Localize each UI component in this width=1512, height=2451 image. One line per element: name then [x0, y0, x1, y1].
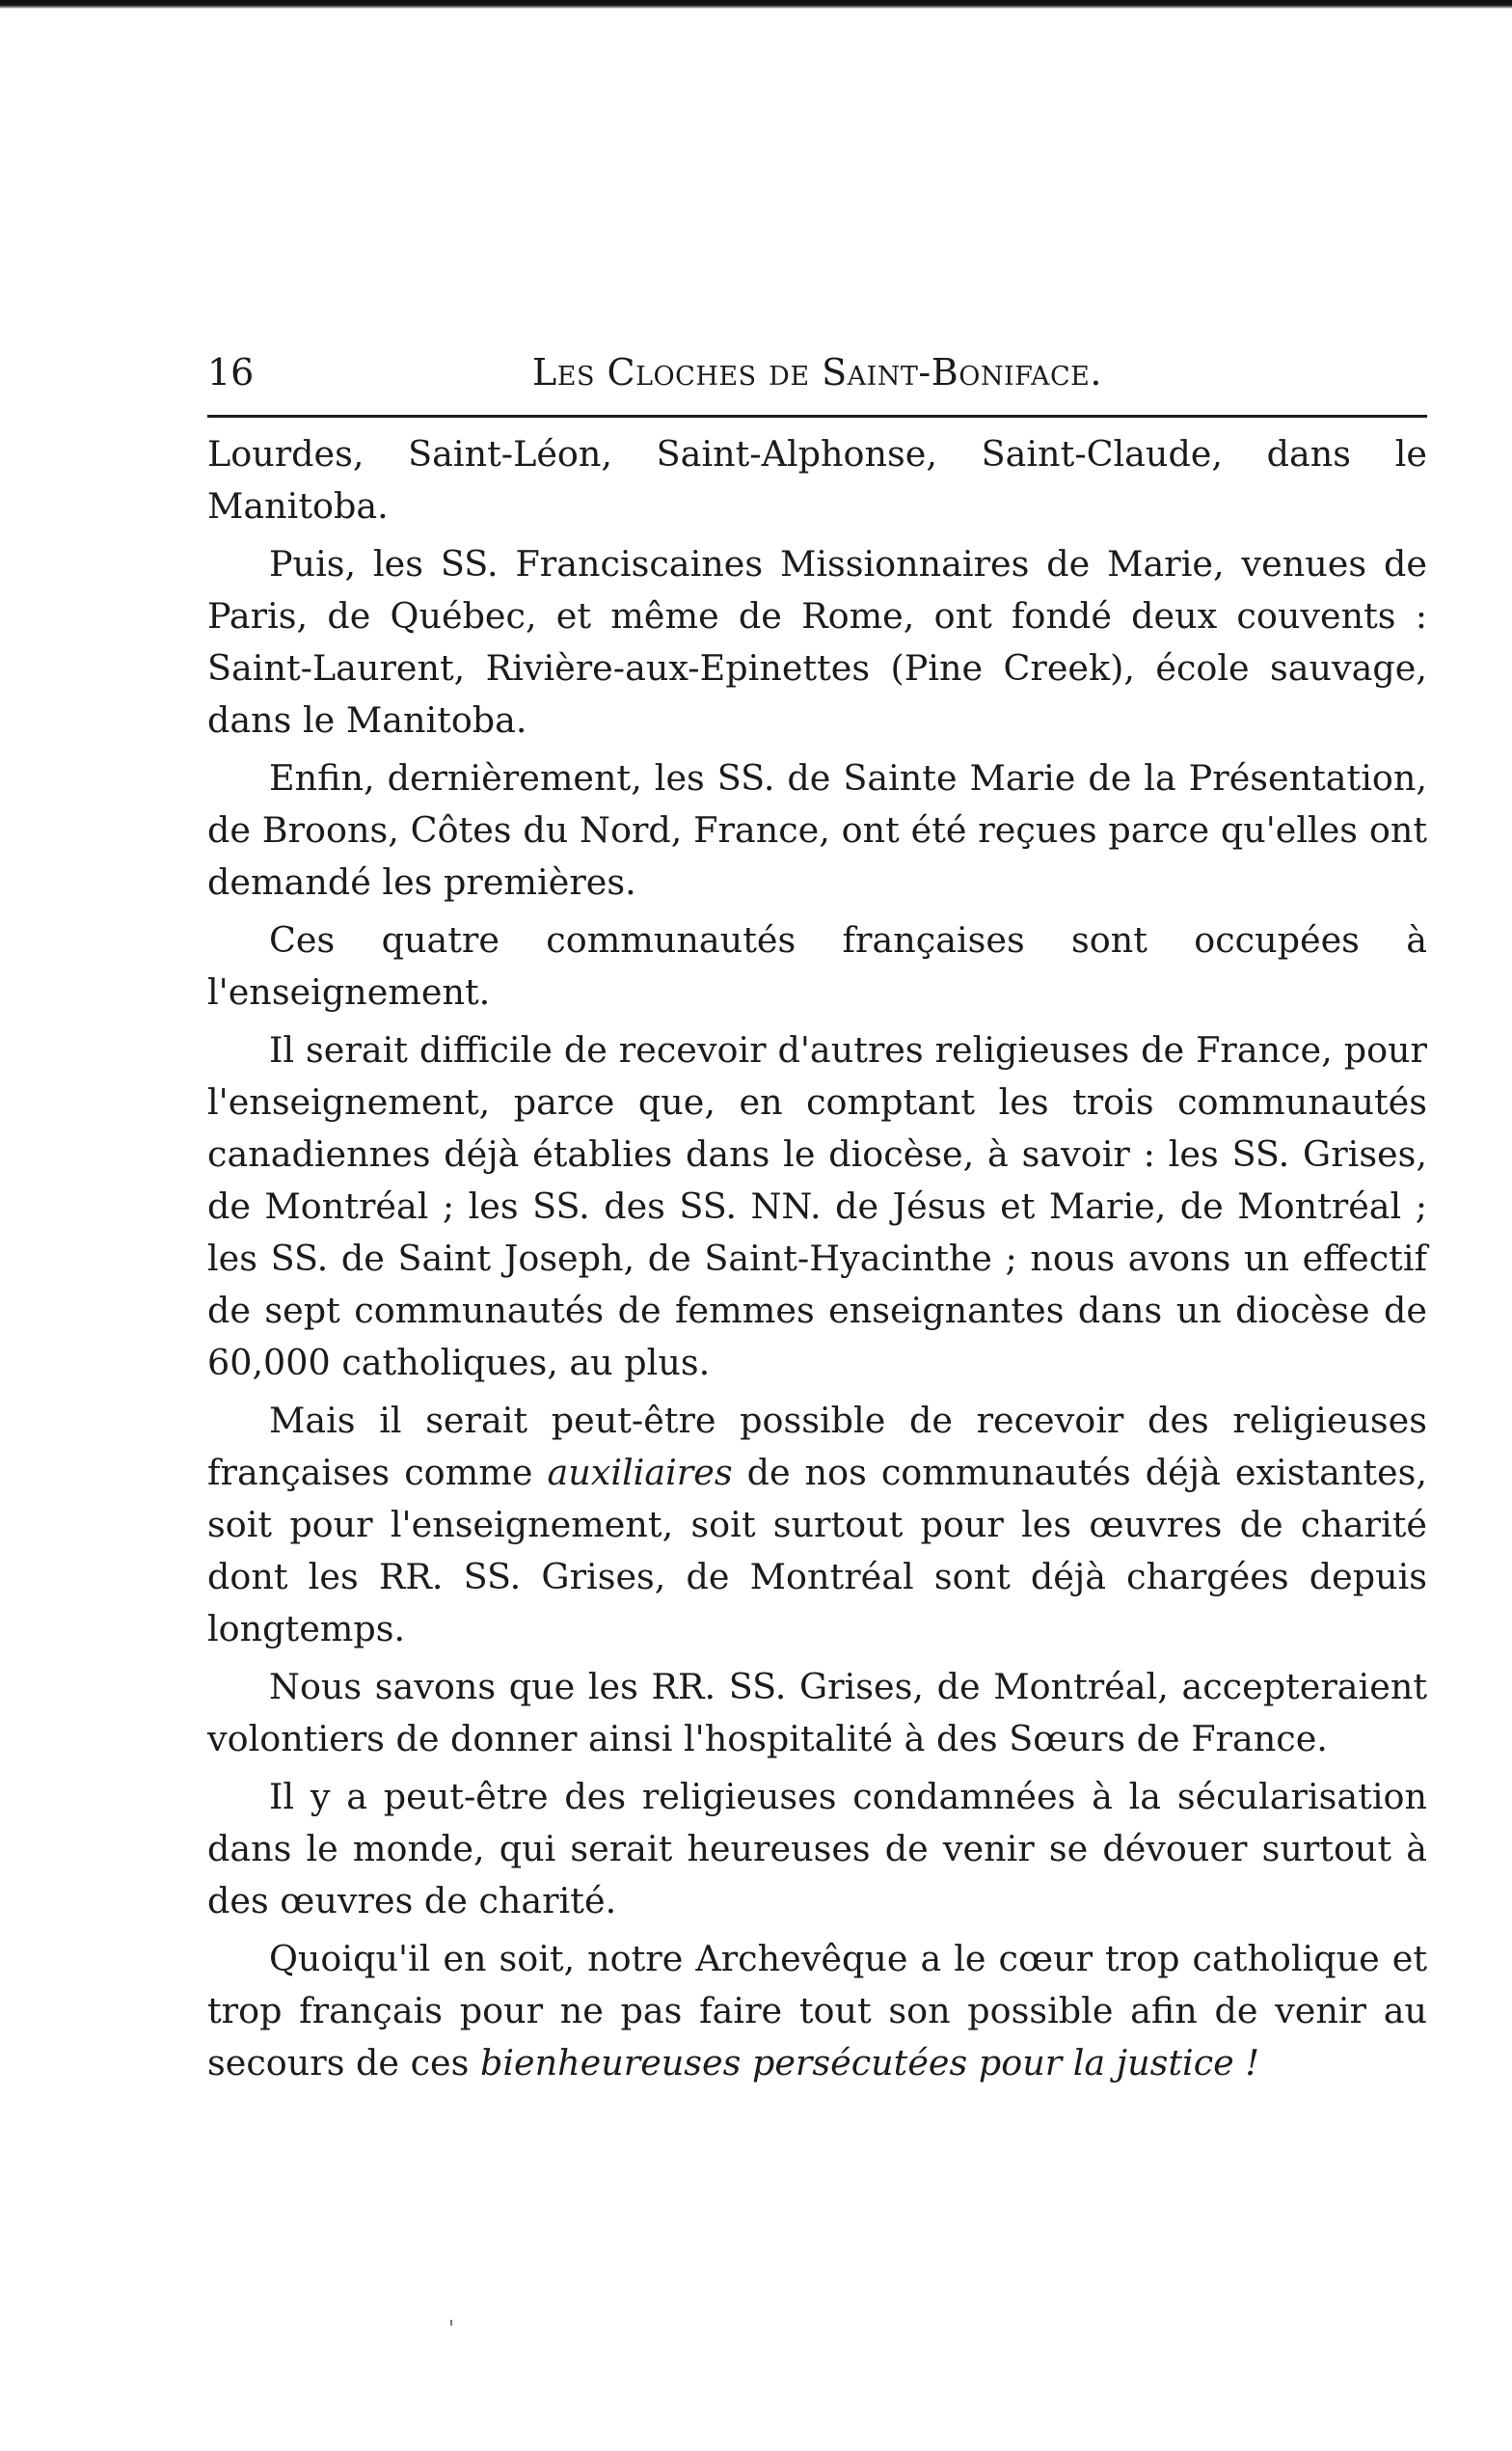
- paragraph-9-italic: bienheureuses persécutées pour la justice !: [479, 2042, 1260, 2083]
- running-title: Les Cloches de Saint-Boniface.: [532, 351, 1102, 394]
- paragraph-3: Enfin, dernièrement, les SS. de Sainte Marie de la Présentation, de Broons, Côtes du Nord, France, ont été reçues parce qu'elles ont demandé les premières.: [207, 757, 1427, 903]
- paragraph-6: [207, 1395, 1427, 1655]
- paragraph-9-text-a: Quoiqu'il en soit, notre Archevêque a le cœur trop catholique et trop français pour ne pas faire tout son possible afin de venir au secours de ces: [207, 1938, 1427, 2083]
- running-header: [207, 347, 1427, 417]
- book-page: [207, 347, 1427, 2095]
- paragraph-5: Il serait difficile de recevoir d'autres religieuses de France, pour l'enseignement, parce que, en comptant les trois communautés canadiennes déjà établies dans le diocèse, à savoir : les SS. Grises, de Montréal ; les SS. des SS. NN. de Jésus et Marie, de Montréal ; les SS. de Saint Joseph, de Saint-Hyacinthe ; nous avons un effectif de sept communautés de femmes enseignantes dans un diocèse de 60,000 catholiques, au plus.: [207, 1029, 1427, 1383]
- scan-top-edge: [0, 0, 1512, 9]
- paragraph-9: [207, 1933, 1427, 2089]
- body-text: [207, 428, 1427, 2089]
- page-number: 16: [207, 351, 255, 394]
- paragraph-1: Lourdes, Saint-Léon, Saint-Alphonse, Saint-Claude, dans le Manitoba.: [207, 433, 1427, 527]
- paragraph-6-text-a: Mais il serait peut-être possible de recevoir des religieuses françaises comme: [207, 1400, 1427, 1493]
- paragraph-2: Puis, les SS. Franciscaines Missionnaires de Marie, venues de Paris, de Québec, et même de Rome, ont fondé deux couvents : Saint-Laurent, Rivière-aux-Epinettes (Pine Creek), école sauvage, dans le Manitoba.: [207, 543, 1427, 741]
- paragraph-6-text-b: de nos communautés déjà existantes, soit pour l'enseignement, soit surtout pour les œuvres de charité dont les RR. SS. Grises, de Montréal sont déjà chargées depuis longtemps.: [207, 1452, 1427, 1649]
- paragraph-8: Il y a peut-être des religieuses condamnées à la sécularisation dans le monde, qui serait heureuses de venir se dévouer surtout à des œuvres de charité.: [207, 1776, 1427, 1921]
- paragraph-7: Nous savons que les RR. SS. Grises, de Montréal, accepteraient volontiers de donner ainsi l'hospitalité à des Sœurs de France.: [207, 1666, 1427, 1759]
- header-rule: [207, 415, 1427, 418]
- scan-speck: [450, 2320, 452, 2326]
- paragraph-6-italic: auxiliaires: [547, 1452, 733, 1493]
- paragraph-4: Ces quatre communautés françaises sont occupées à l'enseignement.: [207, 919, 1427, 1013]
